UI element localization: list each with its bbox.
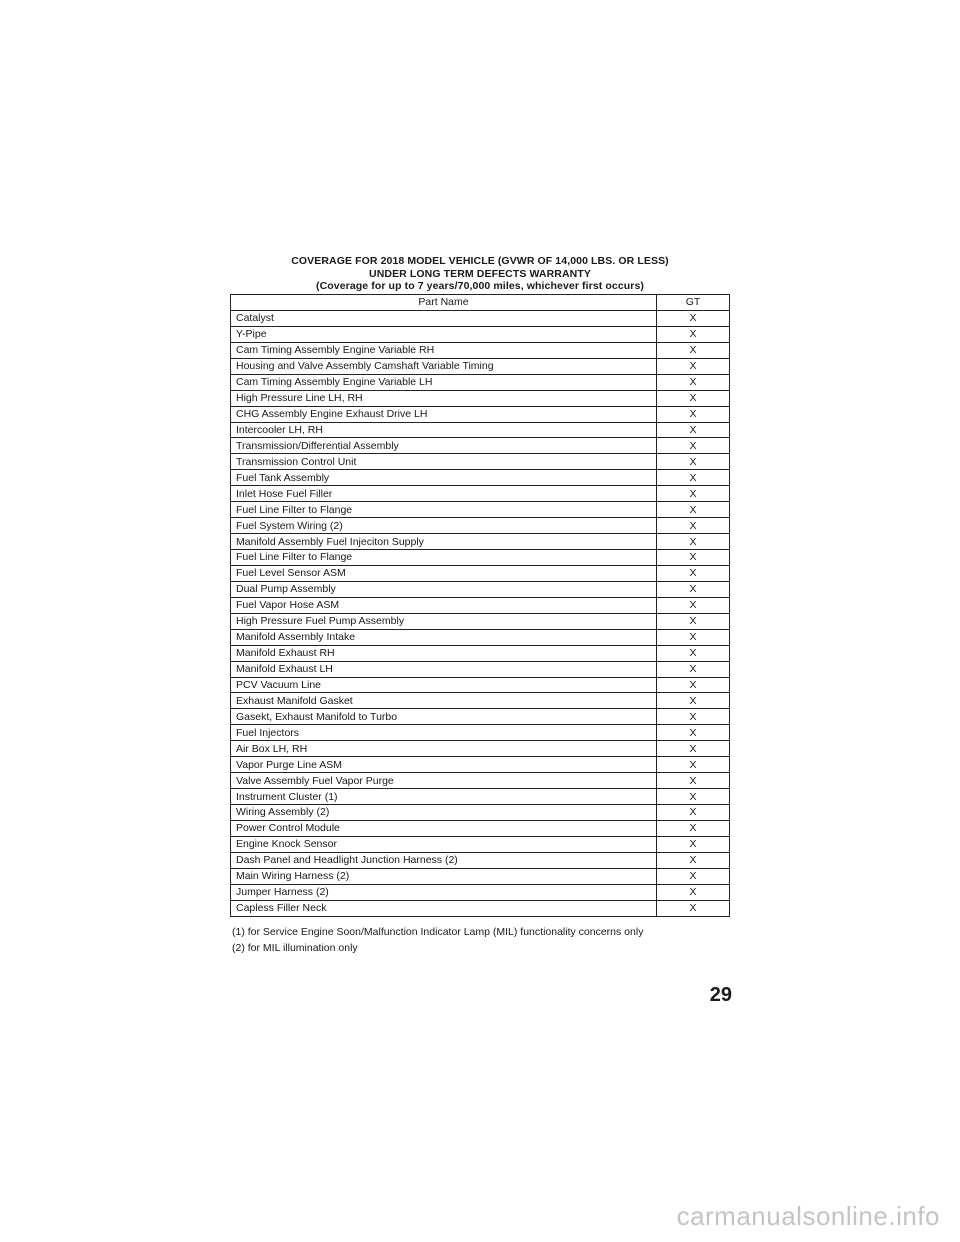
part-name-cell: Fuel Vapor Hose ASM	[231, 597, 657, 613]
gt-coverage-cell: X	[657, 773, 730, 789]
gt-coverage-cell: X	[657, 454, 730, 470]
gt-coverage-cell: X	[657, 518, 730, 534]
part-name-cell: Manifold Exhaust RH	[231, 645, 657, 661]
table-row	[231, 709, 730, 725]
gt-coverage-cell: X	[657, 900, 730, 916]
part-name-cell: Fuel Line Filter to Flange	[231, 550, 657, 566]
gt-coverage-cell: X	[657, 661, 730, 677]
gt-coverage-cell: X	[657, 470, 730, 486]
part-name-cell: Catalyst	[231, 310, 657, 326]
table-row	[231, 836, 730, 852]
part-name-cell: Transmission/Differential Assembly	[231, 438, 657, 454]
part-name-cell: Dash Panel and Headlight Junction Harness (2)	[231, 852, 657, 868]
part-name-cell: Y-Pipe	[231, 326, 657, 342]
table-row	[231, 805, 730, 821]
table-row	[231, 565, 730, 581]
table-row	[231, 534, 730, 550]
part-name-cell: Cam Timing Assembly Engine Variable RH	[231, 342, 657, 358]
part-name-cell: Intercooler LH, RH	[231, 422, 657, 438]
part-name-cell: Instrument Cluster (1)	[231, 789, 657, 805]
gt-coverage-cell: X	[657, 852, 730, 868]
table-row	[231, 773, 730, 789]
table-row	[231, 661, 730, 677]
table-row	[231, 486, 730, 502]
part-name-cell: Fuel Tank Assembly	[231, 470, 657, 486]
gt-coverage-cell: X	[657, 884, 730, 900]
table-title	[230, 255, 730, 293]
table-row	[231, 518, 730, 534]
title-line-1: COVERAGE FOR 2018 MODEL VEHICLE (GVWR OF 14,000 LBS. OR LESS)	[291, 255, 669, 267]
gt-coverage-cell: X	[657, 326, 730, 342]
part-name-cell: Fuel System Wiring (2)	[231, 518, 657, 534]
part-name-cell: PCV Vacuum Line	[231, 677, 657, 693]
gt-coverage-cell: X	[657, 820, 730, 836]
part-name-cell: Jumper Harness (2)	[231, 884, 657, 900]
gt-coverage-cell: X	[657, 502, 730, 518]
gt-coverage-cell: X	[657, 789, 730, 805]
table-row	[231, 581, 730, 597]
table-row	[231, 789, 730, 805]
gt-coverage-cell: X	[657, 374, 730, 390]
part-name-cell: Gasekt, Exhaust Manifold to Turbo	[231, 709, 657, 725]
part-name-cell: Exhaust Manifold Gasket	[231, 693, 657, 709]
gt-coverage-cell: X	[657, 565, 730, 581]
part-name-cell: Dual Pump Assembly	[231, 581, 657, 597]
part-name-cell: Wiring Assembly (2)	[231, 805, 657, 821]
table-row	[231, 613, 730, 629]
table-row	[231, 454, 730, 470]
title-line-3: (Coverage for up to 7 years/70,000 miles, whichever first occurs)	[315, 280, 645, 292]
watermark: carmanualsonline.info	[676, 1201, 940, 1231]
table-row	[231, 868, 730, 884]
part-name-cell: Manifold Exhaust LH	[231, 661, 657, 677]
gt-coverage-cell: X	[657, 486, 730, 502]
gt-coverage-cell: X	[657, 805, 730, 821]
header-gt: GT	[657, 295, 730, 311]
part-name-cell: Capless Filler Neck	[231, 900, 657, 916]
gt-coverage-cell: X	[657, 534, 730, 550]
table-row	[231, 884, 730, 900]
gt-coverage-cell: X	[657, 422, 730, 438]
part-name-cell: High Pressure Line LH, RH	[231, 390, 657, 406]
part-name-cell: Engine Knock Sensor	[231, 836, 657, 852]
gt-coverage-cell: X	[657, 868, 730, 884]
part-name-cell: Air Box LH, RH	[231, 741, 657, 757]
gt-coverage-cell: X	[657, 438, 730, 454]
page-number: 29	[709, 984, 732, 1006]
table-row	[231, 757, 730, 773]
gt-coverage-cell: X	[657, 757, 730, 773]
part-name-cell: Valve Assembly Fuel Vapor Purge	[231, 773, 657, 789]
gt-coverage-cell: X	[657, 629, 730, 645]
table-row	[231, 900, 730, 916]
gt-coverage-cell: X	[657, 725, 730, 741]
gt-coverage-cell: X	[657, 693, 730, 709]
gt-coverage-cell: X	[657, 677, 730, 693]
gt-coverage-cell: X	[657, 342, 730, 358]
table-row	[231, 390, 730, 406]
gt-coverage-cell: X	[657, 406, 730, 422]
table-row	[231, 502, 730, 518]
footnote-1: (1) for Service Engine Soon/Malfunction Indicator Lamp (MIL) functionality concerns only	[232, 926, 644, 938]
table-row	[231, 342, 730, 358]
part-name-cell: Fuel Injectors	[231, 725, 657, 741]
table-row	[231, 629, 730, 645]
part-name-cell: Main Wiring Harness (2)	[231, 868, 657, 884]
table-row	[231, 438, 730, 454]
table-row	[231, 725, 730, 741]
gt-coverage-cell: X	[657, 310, 730, 326]
table-row	[231, 422, 730, 438]
gt-coverage-cell: X	[657, 550, 730, 566]
footnote-2: (2) for MIL illumination only	[232, 942, 358, 954]
header-part-name: Part Name	[231, 295, 657, 311]
table-row	[231, 406, 730, 422]
gt-coverage-cell: X	[657, 613, 730, 629]
coverage-table-body	[231, 310, 730, 916]
part-name-cell: Manifold Assembly Intake	[231, 629, 657, 645]
table-row	[231, 550, 730, 566]
table-row	[231, 677, 730, 693]
part-name-cell: Fuel Line Filter to Flange	[231, 502, 657, 518]
table-header-row	[231, 295, 730, 311]
part-name-cell: Cam Timing Assembly Engine Variable LH	[231, 374, 657, 390]
table-row	[231, 645, 730, 661]
gt-coverage-cell: X	[657, 597, 730, 613]
part-name-cell: High Pressure Fuel Pump Assembly	[231, 613, 657, 629]
table-row	[231, 326, 730, 342]
part-name-cell: Fuel Level Sensor ASM	[231, 565, 657, 581]
table-row	[231, 741, 730, 757]
gt-coverage-cell: X	[657, 581, 730, 597]
gt-coverage-cell: X	[657, 741, 730, 757]
gt-coverage-cell: X	[657, 709, 730, 725]
coverage-table	[230, 294, 730, 917]
gt-coverage-cell: X	[657, 358, 730, 374]
gt-coverage-cell: X	[657, 645, 730, 661]
part-name-cell: Manifold Assembly Fuel Injeciton Supply	[231, 534, 657, 550]
table-row	[231, 597, 730, 613]
footnotes	[232, 924, 643, 956]
part-name-cell: Vapor Purge Line ASM	[231, 757, 657, 773]
part-name-cell: Inlet Hose Fuel Filler	[231, 486, 657, 502]
part-name-cell: Power Control Module	[231, 820, 657, 836]
gt-coverage-cell: X	[657, 390, 730, 406]
table-row	[231, 693, 730, 709]
table-row	[231, 852, 730, 868]
part-name-cell: CHG Assembly Engine Exhaust Drive LH	[231, 406, 657, 422]
gt-coverage-cell: X	[657, 836, 730, 852]
table-row	[231, 358, 730, 374]
table-row	[231, 820, 730, 836]
table-row	[231, 310, 730, 326]
part-name-cell: Transmission Control Unit	[231, 454, 657, 470]
part-name-cell: Housing and Valve Assembly Camshaft Variable Timing	[231, 358, 657, 374]
table-row	[231, 470, 730, 486]
title-line-2: UNDER LONG TERM DEFECTS WARRANTY	[369, 267, 591, 280]
table-row	[231, 374, 730, 390]
